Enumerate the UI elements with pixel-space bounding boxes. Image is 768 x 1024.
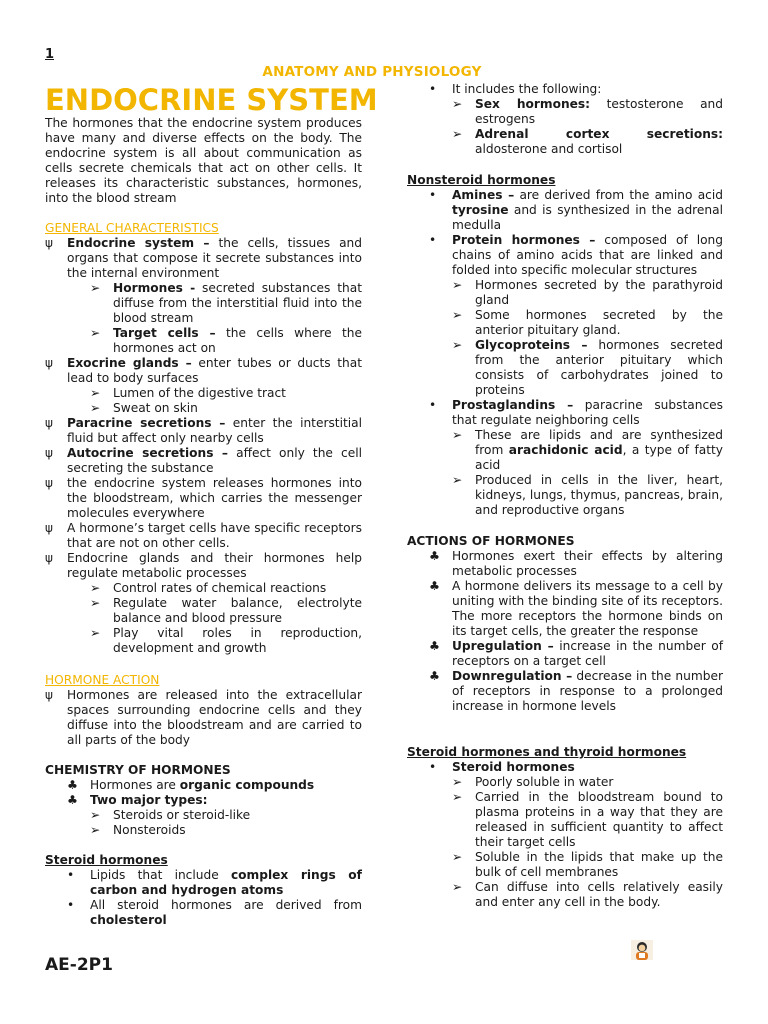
actions-heading: ACTIONS OF HORMONES	[407, 534, 575, 548]
hormone-action-list	[45, 688, 362, 748]
list-item: ψ Hormones are released into the extracellular spaces surrounding endocrine cells and they diffuse into the bloodstream and are carried to all parts of the body	[45, 688, 362, 747]
arrow-bullet-icon: ➢	[90, 386, 101, 400]
dot-bullet-icon: •	[429, 188, 437, 202]
hollow-arrow-bullet-icon: ➢	[452, 308, 463, 322]
club-bullet-icon: ♣	[429, 639, 440, 653]
term: Hormones -	[113, 281, 196, 295]
chemistry-list	[45, 778, 362, 838]
list-item: ➢ Poorly soluble in water	[452, 775, 614, 789]
arrow-bullet-icon: ➢	[90, 281, 101, 295]
list-item: ➢ These are lipids and are synthesized from arachidonic acid, a type of fatty acid	[452, 428, 723, 472]
arrow-bullet-icon: ➢	[452, 97, 463, 111]
list-item: • Steroid hormones	[429, 760, 575, 774]
hollow-arrow-bullet-icon: ➢	[452, 278, 463, 292]
club-bullet-icon: ♣	[429, 579, 440, 593]
term: Endocrine system –	[67, 236, 210, 250]
steroid-thyroid-heading: Steroid hormones and thyroid hormones	[407, 745, 687, 759]
general-characteristics-list	[45, 236, 362, 656]
hormone-action-heading: HORMONE ACTION	[45, 673, 160, 687]
list-item: ψ the endocrine system releases hormones into the bloodstream, which carries the messenger molecules everywhere	[45, 476, 362, 520]
hollow-arrow-bullet-icon: ➢	[452, 790, 463, 804]
list-item: ➢ Can diffuse into cells relatively easily and enter any cell in the body.	[452, 880, 723, 909]
list-item: ♣ Hormones exert their effects by altering metabolic processes	[429, 549, 723, 578]
nonsteroid-list	[407, 188, 723, 518]
term: Paracrine secretions –	[67, 416, 226, 430]
term: Autocrine secretions –	[67, 446, 229, 460]
arrow-bullet-icon: ➢	[90, 326, 101, 340]
term: Exocrine glands –	[67, 356, 192, 370]
psi-bullet-icon: ψ	[45, 688, 53, 702]
psi-bullet-icon: ψ	[45, 476, 53, 490]
list-item: ➢ Carried in the bloodstream bound to plasma proteins in a way that they are released in sufficient quantity to affect their target cells	[452, 790, 723, 849]
list-item: ➢ Control rates of chemical reactions	[90, 581, 327, 595]
page-title: ENDOCRINE SYSTEM	[45, 83, 378, 117]
dot-bullet-icon: •	[67, 868, 75, 882]
list-item: ψ Endocrine system – the cells, tissues and organs that compose it secrete substances into the internal environment	[45, 236, 362, 280]
subject-heading: ANATOMY AND PHYSIOLOGY	[262, 64, 482, 80]
psi-bullet-icon: ψ	[45, 356, 53, 370]
list-item: ➢ Sweat on skin	[90, 401, 198, 415]
dot-bullet-icon: •	[429, 398, 437, 412]
list-item: • All steroid hormones are derived from cholesterol	[67, 898, 362, 927]
list-item: ➢ Lumen of the digestive tract	[90, 386, 286, 400]
hollow-arrow-bullet-icon: ➢	[452, 428, 463, 442]
club-bullet-icon: ♣	[67, 793, 78, 807]
arrow-bullet-icon: ➢	[90, 401, 101, 415]
list-item: ψ Autocrine secretions – affect only the cell secreting the substance	[45, 446, 362, 475]
arrow-bullet-icon: ➢	[90, 808, 101, 822]
list-item: ♣ A hormone delivers its message to a cell by uniting with the binding site of its receptors. The more receptors the hormone binds on its target cells, the greater the response	[429, 579, 723, 638]
list-item: • Protein hormones – composed of long chains of amino acids that are linked and folded into specific molecular structures	[429, 233, 723, 277]
psi-bullet-icon: ψ	[45, 551, 53, 565]
psi-bullet-icon: ψ	[45, 416, 53, 430]
hollow-arrow-bullet-icon: ➢	[452, 775, 463, 789]
document-code: AE-2P1	[45, 955, 113, 975]
club-bullet-icon: ♣	[67, 778, 78, 792]
list-item: ➢ Target cells – the cells where the hormones act on	[90, 326, 362, 355]
page-number: 1	[45, 47, 55, 62]
list-item: aldosterone and cortisol	[475, 142, 623, 156]
list-item: ψ Paracrine secretions – enter the interstitial fluid but affect only nearby cells	[45, 416, 362, 445]
hollow-arrow-bullet-icon: ➢	[452, 850, 463, 864]
list-item: • Lipids that include complex rings of carbon and hydrogen atoms	[67, 868, 362, 897]
includes-list	[407, 82, 723, 157]
list-item: ψ Exocrine glands – enter tubes or ducts that lead to body surfaces	[45, 356, 362, 385]
psi-bullet-icon: ψ	[45, 446, 53, 460]
list-item: ➢ Steroids or steroid-like	[90, 808, 251, 822]
list-item: ♣ Two major types:	[67, 793, 208, 807]
dot-bullet-icon: •	[429, 82, 437, 96]
arrow-bullet-icon: ➢	[452, 338, 463, 352]
list-item: ➢ Play vital roles in reproduction, development and growth	[90, 626, 362, 655]
arrow-bullet-icon: ➢	[90, 823, 101, 837]
list-item: ➢ Adrenal cortex secretions:	[452, 127, 723, 141]
list-item: ➢ Hormones - secreted substances that diffuse from the interstitial fluid into the blood stream	[90, 281, 362, 325]
psi-bullet-icon: ψ	[45, 521, 53, 535]
list-item: • Amines – are derived from the amino acid tyrosine and is synthesized in the adrenal medulla	[429, 188, 724, 232]
arrow-bullet-icon: ➢	[452, 127, 463, 141]
list-item: ➢ Glycoproteins – hormones secreted from the anterior pituitary which consists of carbohydrates joined to proteins	[452, 338, 723, 397]
arrow-bullet-icon: ➢	[90, 581, 101, 595]
list-item: ➢ Nonsteroids	[90, 823, 186, 837]
dot-bullet-icon: •	[429, 760, 437, 774]
list-item: ψ Endocrine glands and their hormones help regulate metabolic processes	[45, 551, 362, 580]
list-item: ➢ Some hormones secreted by the anterior pituitary gland.	[452, 308, 723, 337]
steroid-hormones-list	[45, 868, 362, 928]
intro-paragraph: The hormones that the endocrine system produces have many and diverse effects on the body. The endocrine system is all about communication as cells secrete chemicals that act on other cells. It releases its characteristic substances, hormones, into the blood stream	[45, 116, 362, 205]
list-item: ➢ Sex hormones: testosterone and estrogens	[452, 97, 723, 126]
list-item: ➢ Hormones secreted by the parathyroid gland	[452, 278, 723, 307]
arrow-bullet-icon: ➢	[90, 626, 101, 640]
club-bullet-icon: ♣	[429, 549, 440, 563]
actions-list	[407, 549, 723, 714]
dot-bullet-icon: •	[67, 898, 75, 912]
list-item: ♣ Hormones are organic compounds	[67, 778, 315, 792]
list-item: ➢ Regulate water balance, electrolyte balance and blood pressure	[90, 596, 362, 625]
general-characteristics-heading: GENERAL CHARACTERISTICS	[45, 221, 219, 235]
chemistry-heading: CHEMISTRY OF HORMONES	[45, 763, 231, 777]
cartoon-figure-icon	[631, 940, 653, 960]
list-item: • It includes the following:	[429, 82, 602, 96]
list-item: • Prostaglandins – paracrine substances that regulate neighboring cells	[429, 398, 723, 427]
list-item: ψ A hormone’s target cells have specific receptors that are not on other cells.	[45, 521, 362, 550]
psi-bullet-icon: ψ	[45, 236, 53, 250]
hollow-arrow-bullet-icon: ➢	[452, 473, 463, 487]
arrow-bullet-icon: ➢	[90, 596, 101, 610]
steroid-thyroid-list	[407, 760, 723, 910]
term: Target cells –	[113, 326, 216, 340]
club-bullet-icon: ♣	[429, 669, 440, 683]
nonsteroid-hormones-heading: Nonsteroid hormones	[407, 173, 556, 187]
list-item: ♣ Upregulation – increase in the number of receptors on a target cell	[429, 639, 723, 668]
steroid-hormones-heading: Steroid hormones	[45, 853, 168, 867]
list-item: ➢ Produced in cells in the liver, heart, kidneys, lungs, thymus, pancreas, brain, and reproductive organs	[452, 473, 723, 517]
list-item: ♣ Downregulation – decrease in the number of receptors in response to a prolonged increase in hormone levels	[429, 669, 723, 713]
dot-bullet-icon: •	[429, 233, 437, 247]
hollow-arrow-bullet-icon: ➢	[452, 880, 463, 894]
list-item: ➢ Soluble in the lipids that make up the bulk of cell membranes	[452, 850, 723, 879]
